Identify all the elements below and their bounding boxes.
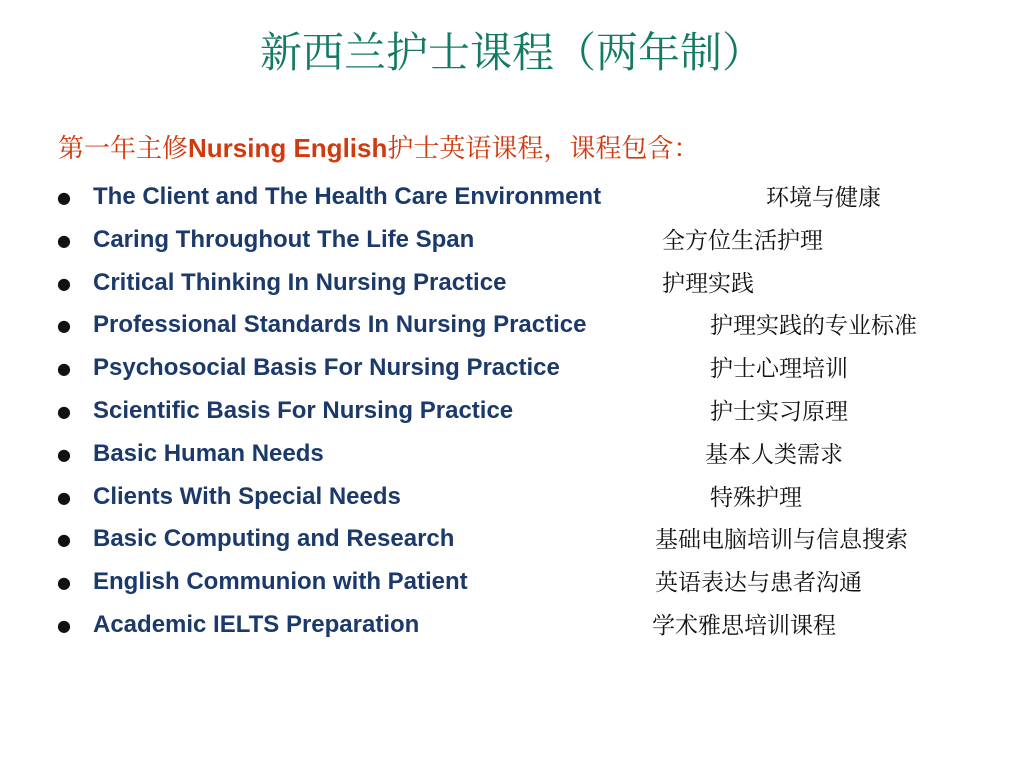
course-english-name: Basic Computing and Research <box>93 525 455 553</box>
course-item <box>0 606 1024 649</box>
course-english-name: Caring Throughout The Life Span <box>93 225 475 253</box>
subtitle-suffix: 护士英语课程，课程包含： <box>387 134 700 164</box>
course-chinese-name: 基本人类需求 <box>705 441 843 468</box>
bullet-icon: ● <box>57 316 71 336</box>
course-item <box>0 478 1024 521</box>
subtitle-prefix: 第一年主修 <box>58 134 189 164</box>
bullet-icon: ● <box>57 401 71 421</box>
course-item <box>0 392 1024 435</box>
course-chinese-name: 环境与健康 <box>766 185 881 211</box>
course-chinese-name: 护理实践 <box>662 270 754 297</box>
bullet-icon: ● <box>57 615 71 635</box>
course-chinese-name: 护士实习原理 <box>710 398 848 425</box>
course-english-name: Basic Human Needs <box>93 439 324 467</box>
course-item <box>0 563 1024 606</box>
course-chinese-name: 学术雅思培训课程 <box>652 612 836 639</box>
bullet-icon: ● <box>57 273 71 293</box>
course-item <box>0 178 1024 221</box>
bullet-icon: ● <box>57 530 71 550</box>
course-chinese-name: 全方位生活护理 <box>662 227 823 254</box>
bullet-icon: ● <box>57 573 71 593</box>
subtitle-english: Nursing English <box>188 133 388 163</box>
course-english-name: Critical Thinking In Nursing Practice <box>93 268 507 296</box>
course-list <box>0 178 1024 649</box>
course-chinese-name: 特殊护理 <box>710 484 802 511</box>
course-item <box>0 435 1024 478</box>
bullet-icon: ● <box>57 444 71 464</box>
course-chinese-name: 护士心理培训 <box>710 356 848 383</box>
course-item <box>0 264 1024 307</box>
course-chinese-name: 护理实践的专业标准 <box>710 313 917 340</box>
course-english-name: Academic IELTS Preparation <box>93 610 420 638</box>
subtitle <box>58 133 699 165</box>
course-english-name: Professional Standards In Nursing Practice <box>93 311 587 339</box>
course-english-name: Clients With Special Needs <box>93 482 401 510</box>
course-item <box>0 349 1024 392</box>
course-english-name: English Communion with Patient <box>93 568 468 596</box>
slide-title: 新西兰护士课程（两年制） <box>259 28 764 77</box>
course-english-name: Psychosocial Basis For Nursing Practice <box>93 354 560 382</box>
bullet-icon: ● <box>57 188 71 207</box>
bullet-icon: ● <box>57 487 71 507</box>
bullet-icon: ● <box>57 359 71 379</box>
course-item <box>0 520 1024 563</box>
course-item <box>0 306 1024 349</box>
course-item <box>0 221 1024 264</box>
course-english-name: Scientific Basis For Nursing Practice <box>93 396 514 424</box>
course-chinese-name: 基础电脑培训与信息搜索 <box>655 527 908 554</box>
course-english-name: The Client and The Health Care Environment <box>93 183 602 210</box>
course-chinese-name: 英语表达与患者沟通 <box>655 570 862 597</box>
bullet-icon: ● <box>57 230 71 250</box>
